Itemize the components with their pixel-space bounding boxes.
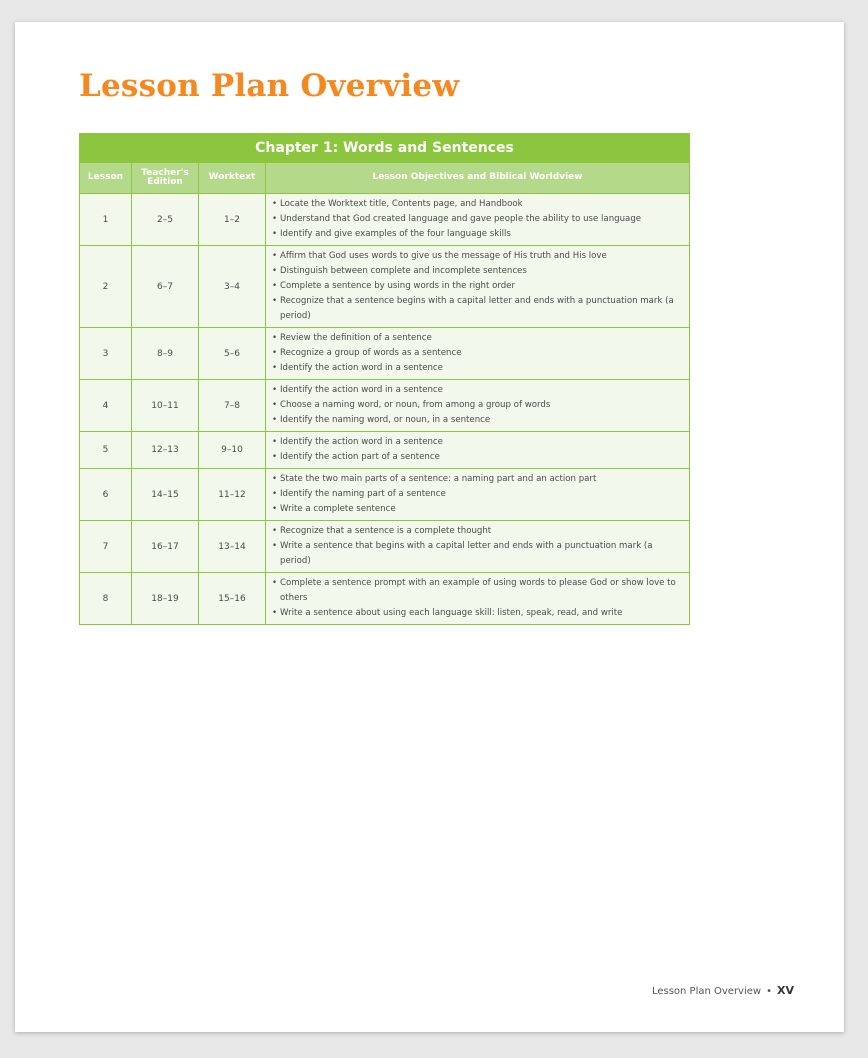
cell-worktext: 5–6 xyxy=(199,328,266,380)
cell-teachers-edition: 16–17 xyxy=(132,521,199,573)
objective-item: • Recognize that a sentence is a complete thought xyxy=(272,524,683,539)
cell-objectives xyxy=(266,521,690,573)
footer-separator: • xyxy=(766,986,772,997)
table-row xyxy=(80,573,690,625)
cell-worktext: 13–14 xyxy=(199,521,266,573)
objectives-list xyxy=(272,472,683,517)
cell-lesson: 5 xyxy=(80,432,132,469)
cell-teachers-edition: 12–13 xyxy=(132,432,199,469)
objective-item: • State the two main parts of a sentence: a naming part and an action part xyxy=(272,472,683,487)
objective-item: • Complete a sentence by using words in the right order xyxy=(272,279,683,294)
cell-lesson: 4 xyxy=(80,380,132,432)
cell-teachers-edition: 8–9 xyxy=(132,328,199,380)
objective-item: • Identify the action word in a sentence xyxy=(272,361,683,376)
objective-item: • Identify and give examples of the four language skills xyxy=(272,227,683,242)
cell-teachers-edition: 18–19 xyxy=(132,573,199,625)
cell-objectives xyxy=(266,246,690,328)
objective-item: • Identify the naming part of a sentence xyxy=(272,487,683,502)
objectives-list xyxy=(272,524,683,569)
objective-item: • Identify the action part of a sentence xyxy=(272,450,683,465)
objective-item: • Review the definition of a sentence xyxy=(272,331,683,346)
header-objectives: Lesson Objectives and Biblical Worldview xyxy=(266,163,690,194)
cell-worktext: 9–10 xyxy=(199,432,266,469)
objective-item: • Write a sentence that begins with a capital letter and ends with a punctuation mark (a period) xyxy=(272,539,683,569)
objectives-list xyxy=(272,331,683,376)
header-teachers-edition-line2: Edition xyxy=(147,177,183,187)
cell-teachers-edition: 14–15 xyxy=(132,469,199,521)
table-row xyxy=(80,432,690,469)
objective-item: • Recognize a group of words as a sentence xyxy=(272,346,683,361)
objectives-list xyxy=(272,249,683,324)
cell-lesson: 3 xyxy=(80,328,132,380)
table-body xyxy=(80,194,690,625)
page-title: Lesson Plan Overview xyxy=(79,68,460,104)
header-teachers-edition-line1: Teacher's xyxy=(141,167,189,178)
objective-item: • Identify the naming word, or noun, in a sentence xyxy=(272,413,683,428)
cell-objectives xyxy=(266,328,690,380)
cell-worktext: 15–16 xyxy=(199,573,266,625)
objective-item: • Write a complete sentence xyxy=(272,502,683,517)
header-lesson: Lesson xyxy=(80,163,132,194)
cell-lesson: 6 xyxy=(80,469,132,521)
cell-lesson: 8 xyxy=(80,573,132,625)
cell-teachers-edition: 10–11 xyxy=(132,380,199,432)
chapter-title: Chapter 1: Words and Sentences xyxy=(80,134,690,163)
table-row xyxy=(80,521,690,573)
objective-item: • Write a sentence about using each language skill: listen, speak, read, and write xyxy=(272,606,683,621)
cell-objectives xyxy=(266,194,690,246)
objective-item: • Choose a naming word, or noun, from among a group of words xyxy=(272,398,683,413)
cell-worktext: 7–8 xyxy=(199,380,266,432)
column-header-row xyxy=(80,163,690,194)
objective-item: • Distinguish between complete and incomplete sentences xyxy=(272,264,683,279)
objectives-list xyxy=(272,383,683,428)
lesson-overview-table xyxy=(79,133,690,625)
objective-item: • Locate the Worktext title, Contents page, and Handbook xyxy=(272,197,683,212)
table-row xyxy=(80,328,690,380)
cell-worktext: 11–12 xyxy=(199,469,266,521)
table-row xyxy=(80,380,690,432)
header-teachers-edition xyxy=(132,163,199,194)
cell-teachers-edition: 6–7 xyxy=(132,246,199,328)
cell-objectives xyxy=(266,573,690,625)
cell-objectives xyxy=(266,380,690,432)
cell-worktext: 1–2 xyxy=(199,194,266,246)
page-number: XV xyxy=(777,984,794,997)
chapter-header-row xyxy=(80,134,690,163)
objective-item: • Affirm that God uses words to give us the message of His truth and His love xyxy=(272,249,683,264)
cell-worktext: 3–4 xyxy=(199,246,266,328)
objectives-list xyxy=(272,435,683,465)
table-row xyxy=(80,469,690,521)
objectives-list xyxy=(272,576,683,621)
cell-teachers-edition: 2–5 xyxy=(132,194,199,246)
objective-item: • Complete a sentence prompt with an example of using words to please God or show love to others xyxy=(272,576,683,606)
objective-item: • Recognize that a sentence begins with a capital letter and ends with a punctuation mark (a period) xyxy=(272,294,683,324)
objective-item: • Identify the action word in a sentence xyxy=(272,383,683,398)
objectives-list xyxy=(272,197,683,242)
objective-item: • Understand that God created language and gave people the ability to use language xyxy=(272,212,683,227)
cell-lesson: 1 xyxy=(80,194,132,246)
cell-objectives xyxy=(266,432,690,469)
cell-objectives xyxy=(266,469,690,521)
document-page xyxy=(15,22,844,1032)
page-footer xyxy=(652,984,794,997)
footer-section-title: Lesson Plan Overview xyxy=(651,986,762,997)
cell-lesson: 2 xyxy=(80,246,132,328)
objective-item: • Identify the action word in a sentence xyxy=(272,435,683,450)
table-row xyxy=(80,246,690,328)
cell-lesson: 7 xyxy=(80,521,132,573)
table-row xyxy=(80,194,690,246)
header-worktext: Worktext xyxy=(199,163,266,194)
